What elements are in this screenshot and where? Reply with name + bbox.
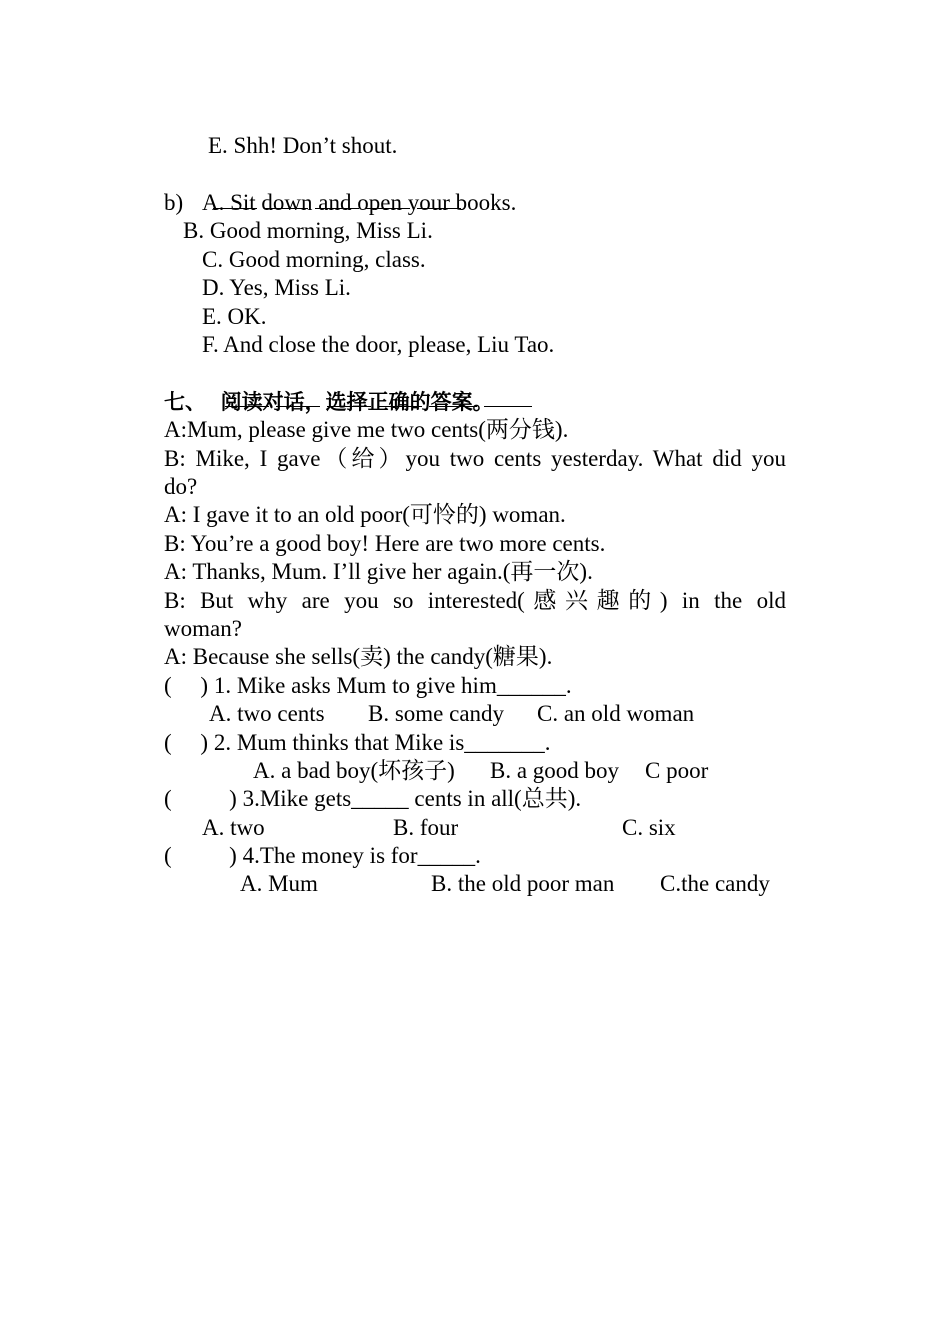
dialogue-line-7: A: Because she sells(卖) the candy(糖果). bbox=[164, 644, 553, 669]
question-3-option-c[interactable]: C. six bbox=[622, 815, 676, 840]
dialogue-line-2-cont: do? bbox=[164, 474, 198, 499]
question-4-stem: ( ) 4.The money is for_____. bbox=[164, 843, 481, 868]
question-1-option-a[interactable]: A. two cents bbox=[209, 701, 325, 726]
option-b-b: B. Good morning, Miss Li. bbox=[183, 218, 433, 243]
dialogue-line-3: A: I gave it to an old poor(可怜的) woman. bbox=[164, 502, 566, 527]
question-1-option-b[interactable]: B. some candy bbox=[368, 701, 505, 726]
question-2-stem: ( ) 2. Mum thinks that Mike is_______. bbox=[164, 730, 551, 755]
question-2-option-c[interactable]: C poor bbox=[645, 758, 709, 783]
option-b-e: E. OK. bbox=[202, 304, 267, 329]
dialogue-line-5: A: Thanks, Mum. I’ll give her again.(再一次). bbox=[164, 559, 593, 584]
section-7-heading: 七、 阅读对话，选择正确的答案。 bbox=[164, 390, 494, 414]
question-3-option-b[interactable]: B. four bbox=[393, 815, 459, 840]
question-1-stem: ( ) 1. Mike asks Mum to give him______. bbox=[164, 673, 572, 698]
question-2-option-b[interactable]: B. a good boy bbox=[490, 758, 620, 783]
dialogue-line-2: B: Mike, I gave（给）you two cents yesterday. What did you bbox=[164, 446, 786, 471]
option-b-f: F. And close the door, please, Liu Tao. bbox=[202, 332, 555, 357]
option-b-c: C. Good morning, class. bbox=[202, 247, 426, 272]
option-b-a: A. Sit down and open your books. bbox=[202, 190, 517, 215]
dialogue-line-6: B: But why are you so interested(感兴趣的) in the old bbox=[164, 588, 786, 613]
dialogue-line-6-cont: woman? bbox=[164, 616, 242, 641]
question-4-option-c[interactable]: C.the candy bbox=[660, 871, 770, 896]
option-a-e: E. Shh! Don’t shout. bbox=[208, 133, 398, 158]
dialogue-line-1: A:Mum, please give me two cents(两分钱). bbox=[164, 417, 569, 442]
question-4-option-a[interactable]: A. Mum bbox=[240, 871, 318, 896]
question-4-option-b[interactable]: B. the old poor man bbox=[431, 871, 615, 896]
question-2-option-a[interactable]: A. a bad boy(坏孩子) bbox=[253, 758, 455, 783]
question-3-stem: ( ) 3.Mike gets_____ cents in all(总共). bbox=[164, 786, 582, 811]
option-b-d: D. Yes, Miss Li. bbox=[202, 275, 351, 300]
dialogue-line-4: B: You’re a good boy! Here are two more cents. bbox=[164, 531, 606, 556]
question-3-option-a[interactable]: A. two bbox=[202, 815, 265, 840]
question-1-option-c[interactable]: C. an old woman bbox=[537, 701, 695, 726]
section-b-label: b) bbox=[164, 190, 184, 215]
